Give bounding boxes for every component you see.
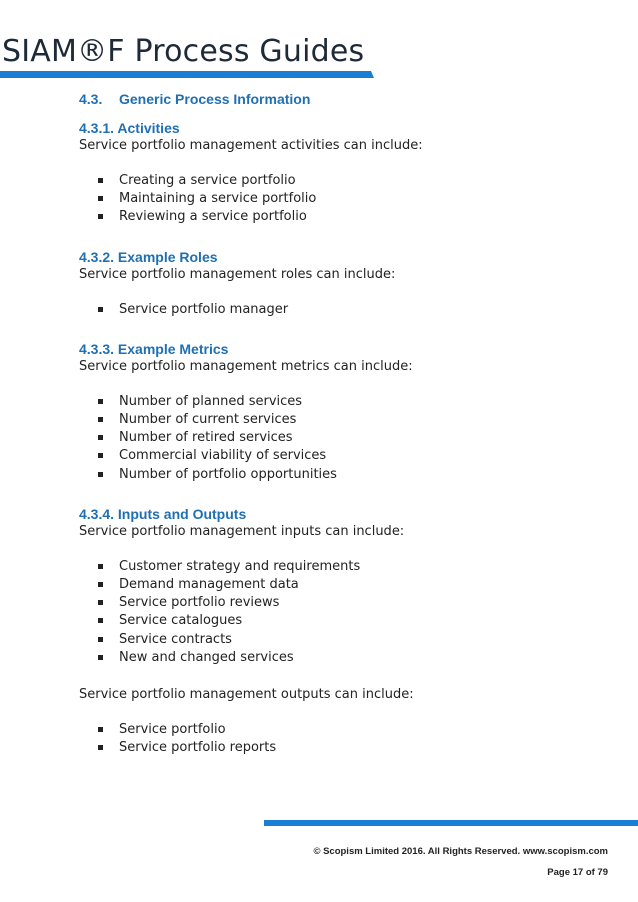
- activities-list: [79, 172, 619, 227]
- list-item: Number of current services: [97, 411, 619, 429]
- footer-rule: [264, 820, 638, 826]
- section-title: Generic Process Information: [119, 91, 311, 107]
- list-item: Maintaining a service portfolio: [97, 190, 619, 208]
- section-heading: [79, 89, 619, 109]
- inputs-intro: Service portfolio management inputs can include:: [79, 523, 405, 539]
- activities-intro: Service portfolio management activities can include:: [79, 138, 423, 153]
- io-heading: 4.3.4. Inputs and Outputs: [79, 505, 247, 522]
- roles-list: [79, 301, 619, 319]
- list-item: Service portfolio manager: [97, 301, 619, 319]
- document-title: SIAM®F Process Guides: [2, 34, 365, 69]
- inputs-list: [79, 558, 619, 667]
- list-item: Service catalogues: [97, 612, 619, 630]
- list-item: Number of planned services: [97, 393, 619, 411]
- outputs-intro: Service portfolio management outputs can include:: [79, 687, 414, 703]
- header-rule: [0, 71, 374, 78]
- roles-heading: 4.3.2. Example Roles: [79, 248, 218, 265]
- list-item: New and changed services: [97, 649, 619, 667]
- list-item: Customer strategy and requirements: [97, 558, 619, 576]
- metrics-intro: Service portfolio management metrics can include:: [79, 358, 413, 374]
- page-content: [79, 89, 619, 757]
- activities-heading: 4.3.1. Activities: [79, 120, 180, 136]
- list-item: Demand management data: [97, 576, 619, 594]
- metrics-list: [79, 393, 619, 484]
- list-item: Service portfolio: [97, 721, 619, 739]
- list-item: Service contracts: [97, 631, 619, 649]
- list-item: Creating a service portfolio: [97, 172, 619, 190]
- list-item: Number of retired services: [97, 429, 619, 447]
- section-number: 4.3.: [79, 91, 103, 107]
- outputs-list: [79, 721, 619, 757]
- roles-intro: Service portfolio management roles can include:: [79, 266, 396, 282]
- copyright-notice: © Scopism Limited 2016. All Rights Reserved. www.scopism.com: [313, 846, 608, 857]
- page-number: Page 17 of 79: [547, 867, 608, 878]
- list-item: Reviewing a service portfolio: [97, 208, 619, 226]
- list-item: Service portfolio reports: [97, 739, 619, 757]
- metrics-heading: 4.3.3. Example Metrics: [79, 340, 229, 357]
- list-item: Number of portfolio opportunities: [97, 466, 619, 484]
- list-item: Commercial viability of services: [97, 447, 619, 465]
- list-item: Service portfolio reviews: [97, 594, 619, 612]
